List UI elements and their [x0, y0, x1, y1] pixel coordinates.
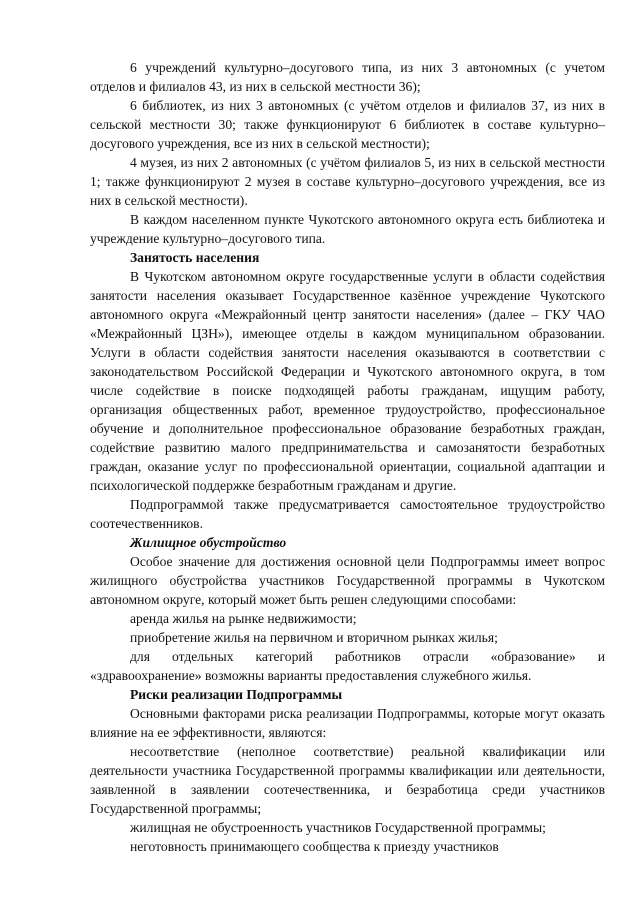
list-item-rent: аренда жилья на рынке недвижимости; [130, 611, 357, 626]
list-item-housing-risk: жилищная не обустроенность участников Государственной программы; [130, 820, 546, 835]
list-item-service-housing: для отдельных категорий работников отрасли «образование» и «здравоохранение» возможны варианты предоставления служебного жилья. [90, 649, 605, 683]
paragraph-settlements: В каждом населенном пункте Чукотского автономного округа есть библиотека и учреждение культурно–досугового типа. [90, 212, 605, 246]
paragraph-housing-intro: Особое значение для достижения основной цели Подпрограммы имеет вопрос жилищного обустройства участников Государственной программы в Чукотском автономном округе, который может быть решен следующими способами: [90, 554, 605, 607]
heading-housing: Жилищное обустройство [130, 535, 287, 550]
heading-employment: Занятость населения [130, 250, 260, 265]
list-item-community-unpreparedness: неготовность принимающего сообщества к приезду участников [130, 839, 499, 854]
paragraph-employment-services: В Чукотском автономном округе государственные услуги в области содействия занятости населения оказывает Государственное казённое учреждение Чукотского автономного округа «Межрайонный центр занятости населения» (далее – ГКУ ЧАО «Межрайонный ЦЗН»), имеющее отделы в каждом муниципальном образовании. Услуги в области содействия занятости населения оказываются в соответствии с законодательством Российской Федерации и Чукотского автономного округа, в том числе содействие в поиске подходящей работы гражданам, ищущим работу, организация общественных работ, временное трудоустройство, профессиональное обучение и дополнительное профессиональное образование безработных граждан, содействие развитию малого предпринимательства и самозанятости безработных граждан, оказание услуг по профессиональной ориентации, социальной адаптации и психологической поддержке безработным гражданам и другие. [90, 269, 605, 493]
list-item-purchase: приобретение жилья на первичном и вторичном рынках жилья; [130, 630, 498, 645]
paragraph-self-employment: Подпрограммой также предусматривается самостоятельное трудоустройство соотечественников. [90, 497, 605, 531]
paragraph-culture-institutions: 6 учреждений культурно–досугового типа, из них 3 автономных (с учетом отделов и филиалов 43, из них в сельской местности 36); [90, 60, 605, 94]
paragraph-risk-factors: Основными факторами риска реализации Подпрограммы, которые могут оказать влияние на ее эффективности, являются: [90, 706, 605, 740]
paragraph-libraries: 6 библиотек, из них 3 автономных (с учётом отделов и филиалов 37, из них в сельской местности 30; также функционируют 6 библиотек в составе культурно–досугового учреждения, все из них в сельской местности); [90, 98, 605, 151]
list-item-qualification-mismatch: несоответствие (неполное соответствие) реальной квалификации или деятельности участника Государственной программы квалификации или деятельности, заявленной в заявлении соотечественника, и безработица среди участников Государственной программы; [90, 744, 605, 816]
heading-risks: Риски реализации Подпрограммы [130, 687, 343, 702]
paragraph-museums: 4 музея, из них 2 автономных (с учётом филиалов 5, из них в сельской местности 1; также функционируют 2 музея в составе культурно–досугового учреждения, все из них в сельской местности). [90, 155, 605, 208]
